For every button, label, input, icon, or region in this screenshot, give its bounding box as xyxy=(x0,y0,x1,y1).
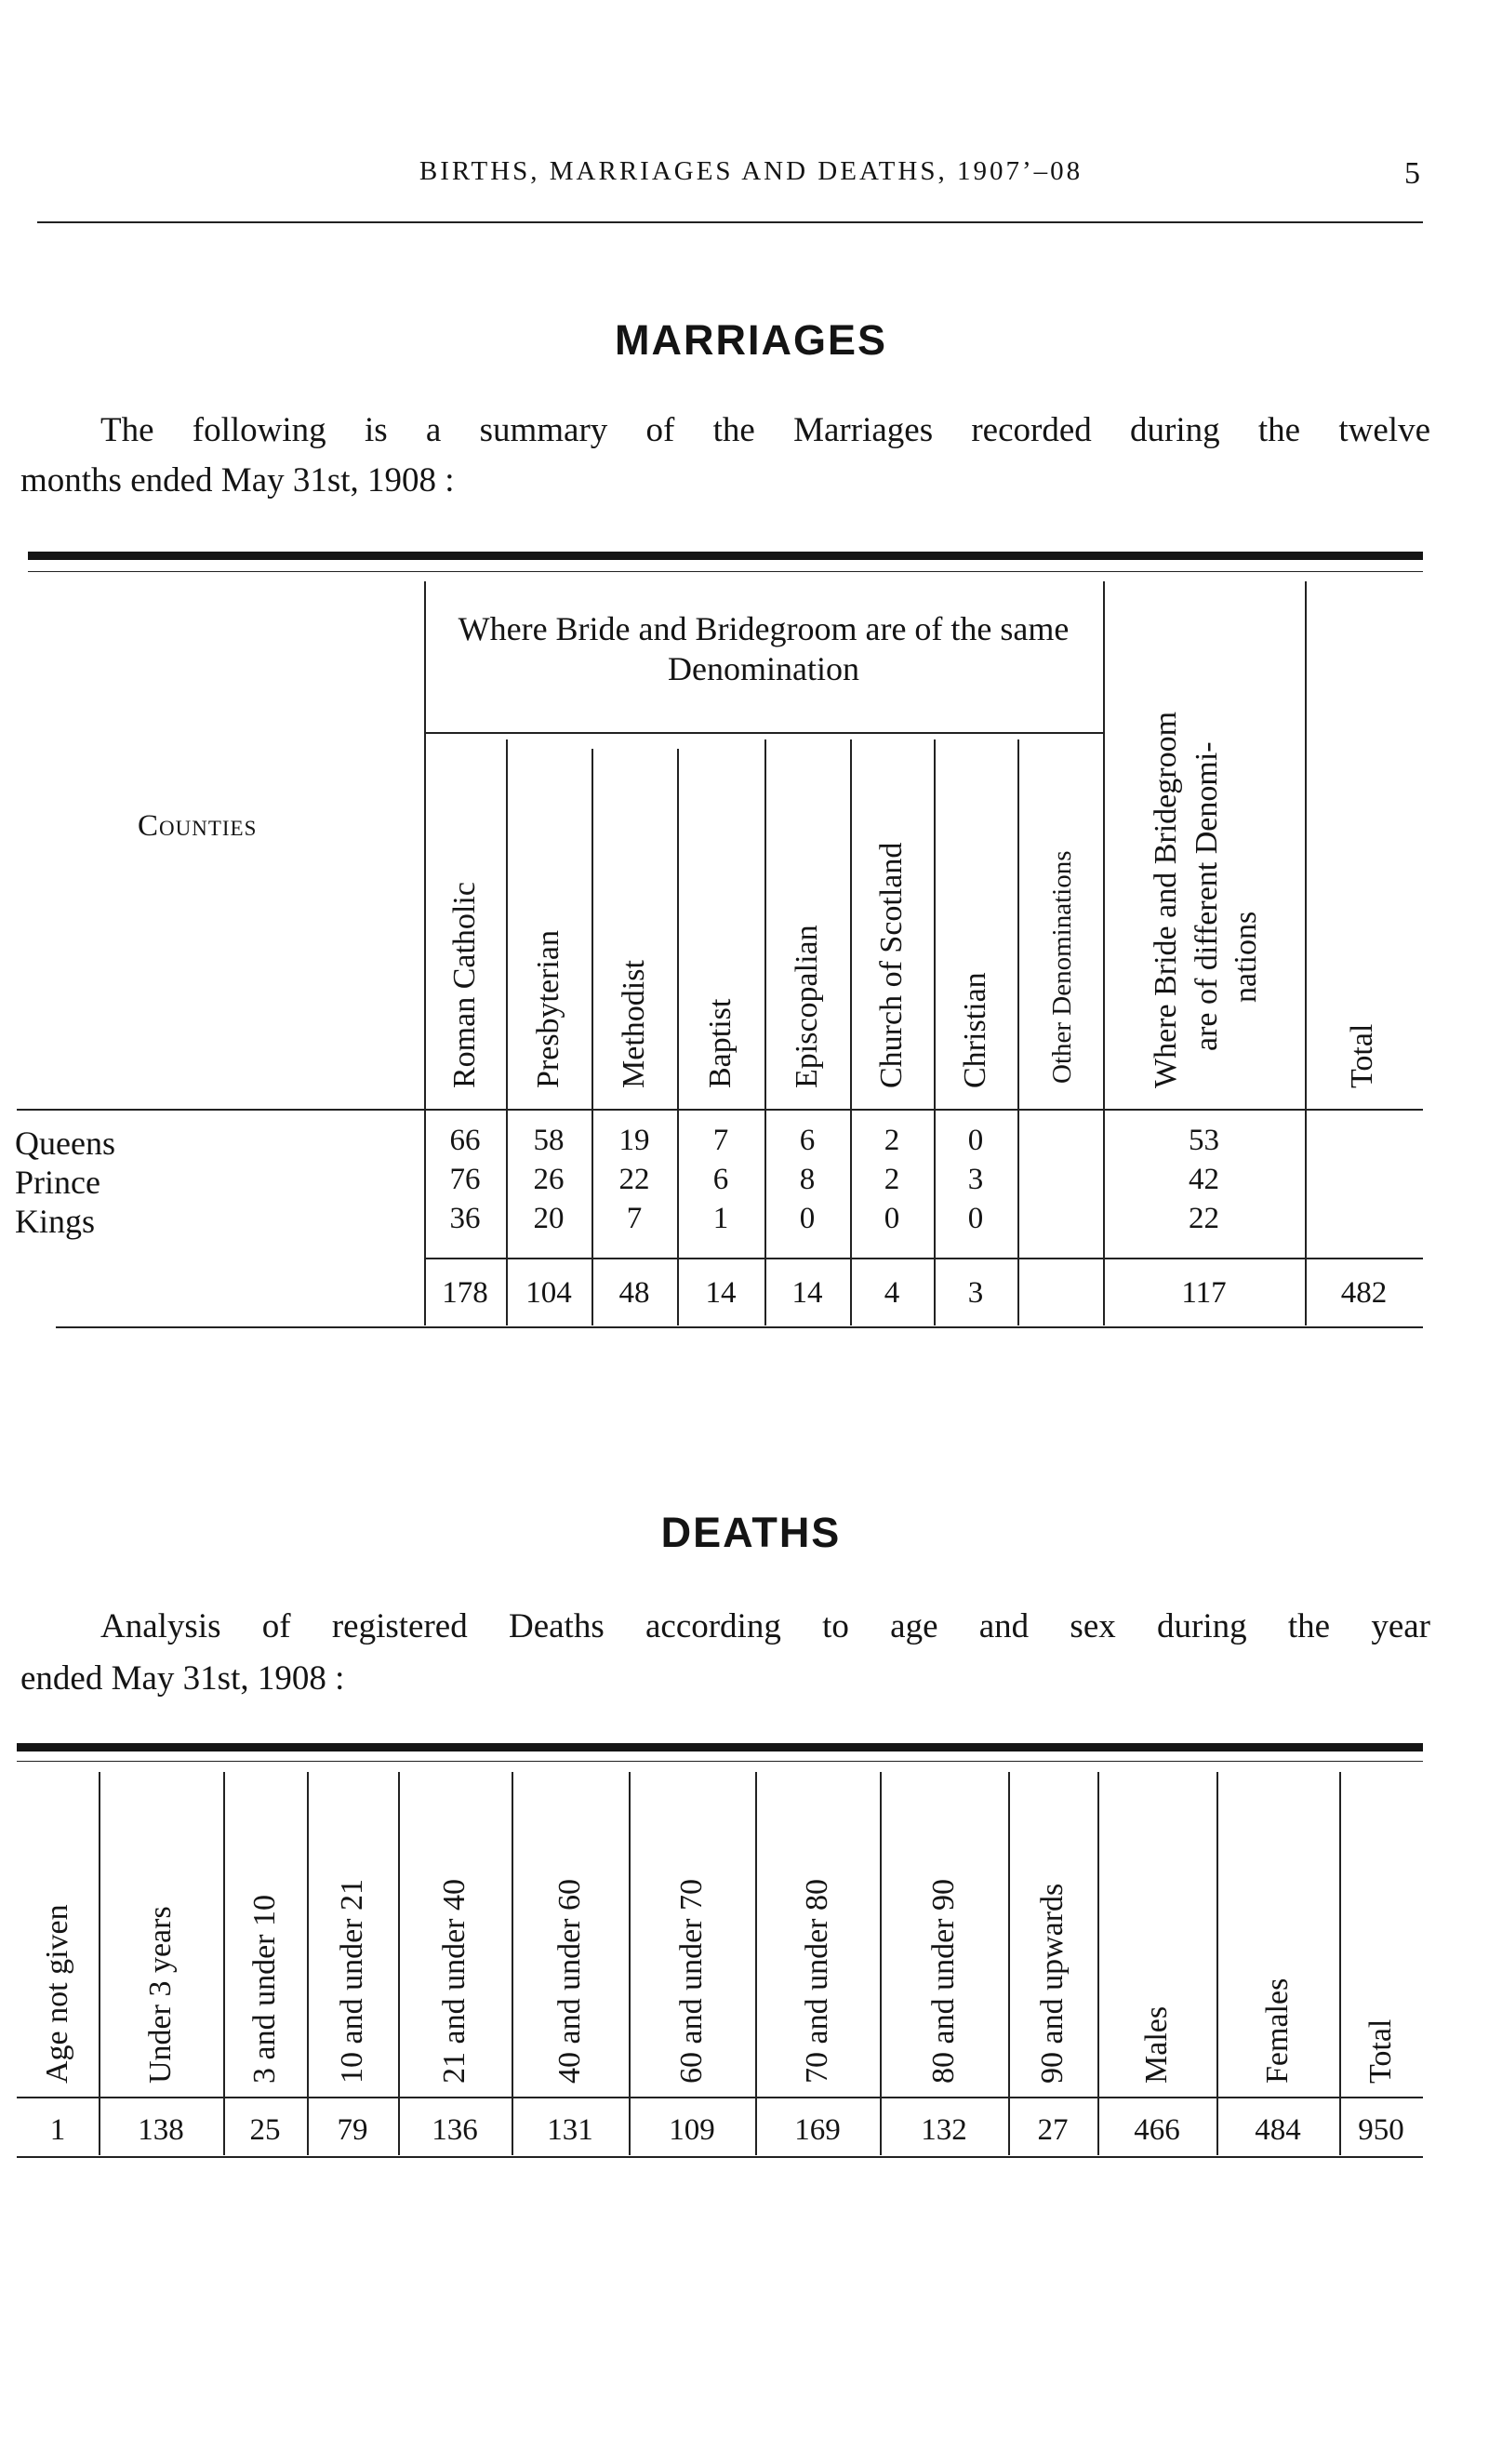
deaths-intro-line1: Analysis of registered Deaths according to age and sex during the year xyxy=(100,1607,1430,1645)
header-different-denominations-3: nations xyxy=(1229,911,1263,1003)
deaths-top-rule-thin xyxy=(17,1761,1423,1762)
table-cell: 1 xyxy=(712,1202,729,1235)
table-cell: 76 xyxy=(449,1163,481,1196)
same-denomination-header: Where Bride and Bridegroom are of the same Denomination xyxy=(458,610,1070,687)
marriages-title: MARRIAGES xyxy=(614,316,887,364)
table-cell: 26 xyxy=(533,1163,565,1196)
table-cell: 6 xyxy=(712,1163,729,1196)
header-baptist: Baptist xyxy=(703,998,738,1088)
table-cell: 0 xyxy=(967,1124,984,1157)
table-cell: 6 xyxy=(799,1124,816,1157)
table-cell: 2 xyxy=(884,1124,900,1157)
marriages-intro-line2: months ended May 31st, 1908 : xyxy=(20,461,455,499)
table-cell: 3 xyxy=(967,1163,984,1196)
header-total: Total xyxy=(1345,1023,1379,1088)
col-rule xyxy=(1097,1772,1099,2155)
col-rule xyxy=(398,1772,400,2155)
county-queens: Queens xyxy=(15,1125,115,1162)
table-cell: 7 xyxy=(712,1124,729,1157)
deaths-value-1: 1 xyxy=(49,2113,66,2147)
header-church-of-scotland: Church of Scotland xyxy=(874,842,909,1088)
counties-header: Counties xyxy=(138,809,258,843)
totals-cell: 104 xyxy=(525,1276,572,1310)
deaths-value-13: 950 xyxy=(1358,2113,1404,2147)
header-christian: Christian xyxy=(958,972,992,1088)
header-presbyterian: Presbyterian xyxy=(531,930,565,1088)
deaths-value-4: 79 xyxy=(337,2113,368,2147)
header-methodist: Methodist xyxy=(617,960,651,1088)
totals-cell: 48 xyxy=(618,1276,650,1310)
col-rule xyxy=(755,1772,757,2155)
deaths-header-4: 10 and under 21 xyxy=(335,1878,369,2084)
table-cell: 0 xyxy=(967,1202,984,1235)
deaths-value-9: 132 xyxy=(921,2113,967,2147)
col-rule xyxy=(1339,1772,1341,2155)
deaths-header-8: 70 and under 80 xyxy=(800,1878,834,2084)
totals-cell: 3 xyxy=(967,1276,984,1310)
deaths-header-3: 3 and under 10 xyxy=(247,1894,282,2084)
table-cell: 0 xyxy=(884,1202,900,1235)
deaths-header-5: 21 and under 40 xyxy=(437,1878,472,2084)
col-rule xyxy=(512,1772,513,2155)
deaths-title: DEATHS xyxy=(660,1509,842,1556)
table-cell: 2 xyxy=(884,1163,900,1196)
table-cell: 8 xyxy=(799,1163,816,1196)
header-roman-catholic: Roman Catholic xyxy=(447,882,482,1088)
table-cell-different: 53 xyxy=(1189,1124,1219,1157)
col-rule xyxy=(307,1772,309,2155)
table-cell: 66 xyxy=(449,1124,481,1157)
deaths-value-11: 466 xyxy=(1134,2113,1180,2147)
header-other-denominations: Other Denominations xyxy=(1047,850,1077,1084)
deaths-value-10: 27 xyxy=(1037,2113,1069,2147)
deaths-value-8: 169 xyxy=(794,2113,841,2147)
table-cell-different: 42 xyxy=(1189,1163,1219,1196)
running-title: BIRTHS, MARRIAGES AND DEATHS, 1907’–08 xyxy=(419,156,1083,186)
grand-total: 482 xyxy=(1340,1276,1388,1310)
deaths-header-9: 80 and under 90 xyxy=(926,1878,961,2084)
totals-cell: 14 xyxy=(791,1276,823,1310)
col-rule xyxy=(99,1772,100,2155)
deaths-value-3: 25 xyxy=(249,2113,281,2147)
deaths-value-5: 136 xyxy=(432,2113,478,2147)
county-prince: Prince xyxy=(15,1164,100,1201)
col-rule xyxy=(223,1772,225,2155)
deaths-header-12: Females xyxy=(1260,1978,1295,2084)
deaths-header-6: 40 and under 60 xyxy=(552,1878,587,2084)
deaths-value-2: 138 xyxy=(138,2113,184,2147)
deaths-value-6: 131 xyxy=(547,2113,593,2147)
totals-cell: 178 xyxy=(442,1276,488,1310)
totals-cell: 4 xyxy=(884,1276,900,1310)
page-number: 5 xyxy=(1404,156,1420,191)
table-cell: 58 xyxy=(533,1124,565,1157)
deaths-header-13: Total xyxy=(1363,2018,1398,2084)
deaths-header-10: 90 and upwards xyxy=(1035,1883,1070,2084)
deaths-value-7: 109 xyxy=(669,2113,715,2147)
totals-cell: 14 xyxy=(705,1276,737,1310)
table-cell: 20 xyxy=(533,1202,565,1235)
county-kings: Kings xyxy=(15,1203,96,1240)
deaths-top-rule xyxy=(17,1743,1423,1751)
deaths-value-12: 484 xyxy=(1255,2113,1301,2147)
deaths-bottom-rule xyxy=(17,2156,1423,2158)
deaths-header-11: Males xyxy=(1139,2005,1174,2084)
col-rule xyxy=(1216,1772,1218,2155)
table-cell: 36 xyxy=(449,1202,481,1235)
deaths-header-1: Age not given xyxy=(40,1904,74,2084)
col-rule xyxy=(629,1772,631,2155)
deaths-header-rule xyxy=(17,2097,1423,2098)
table-cell-different: 22 xyxy=(1189,1202,1219,1235)
header-episcopalian: Episcopalian xyxy=(790,925,824,1088)
col-rule xyxy=(1008,1772,1010,2155)
header-different-denominations-2: are of different Denomi- xyxy=(1190,741,1224,1051)
deaths-intro-line2: ended May 31st, 1908 : xyxy=(20,1659,345,1698)
totals-cell-different: 117 xyxy=(1181,1276,1227,1310)
table-cell: 22 xyxy=(618,1163,650,1196)
deaths-header-2: Under 3 years xyxy=(143,1906,178,2084)
table-cell: 7 xyxy=(626,1202,643,1235)
deaths-header-7: 60 and under 70 xyxy=(674,1878,709,2084)
table-cell: 0 xyxy=(799,1202,816,1235)
table-cell: 19 xyxy=(618,1124,650,1157)
header-different-denominations-1: Where Bride and Bridegroom xyxy=(1149,711,1183,1088)
col-rule xyxy=(880,1772,882,2155)
marriages-intro-line1: The following is a summary of the Marriages recorded during the twelve xyxy=(100,411,1430,449)
